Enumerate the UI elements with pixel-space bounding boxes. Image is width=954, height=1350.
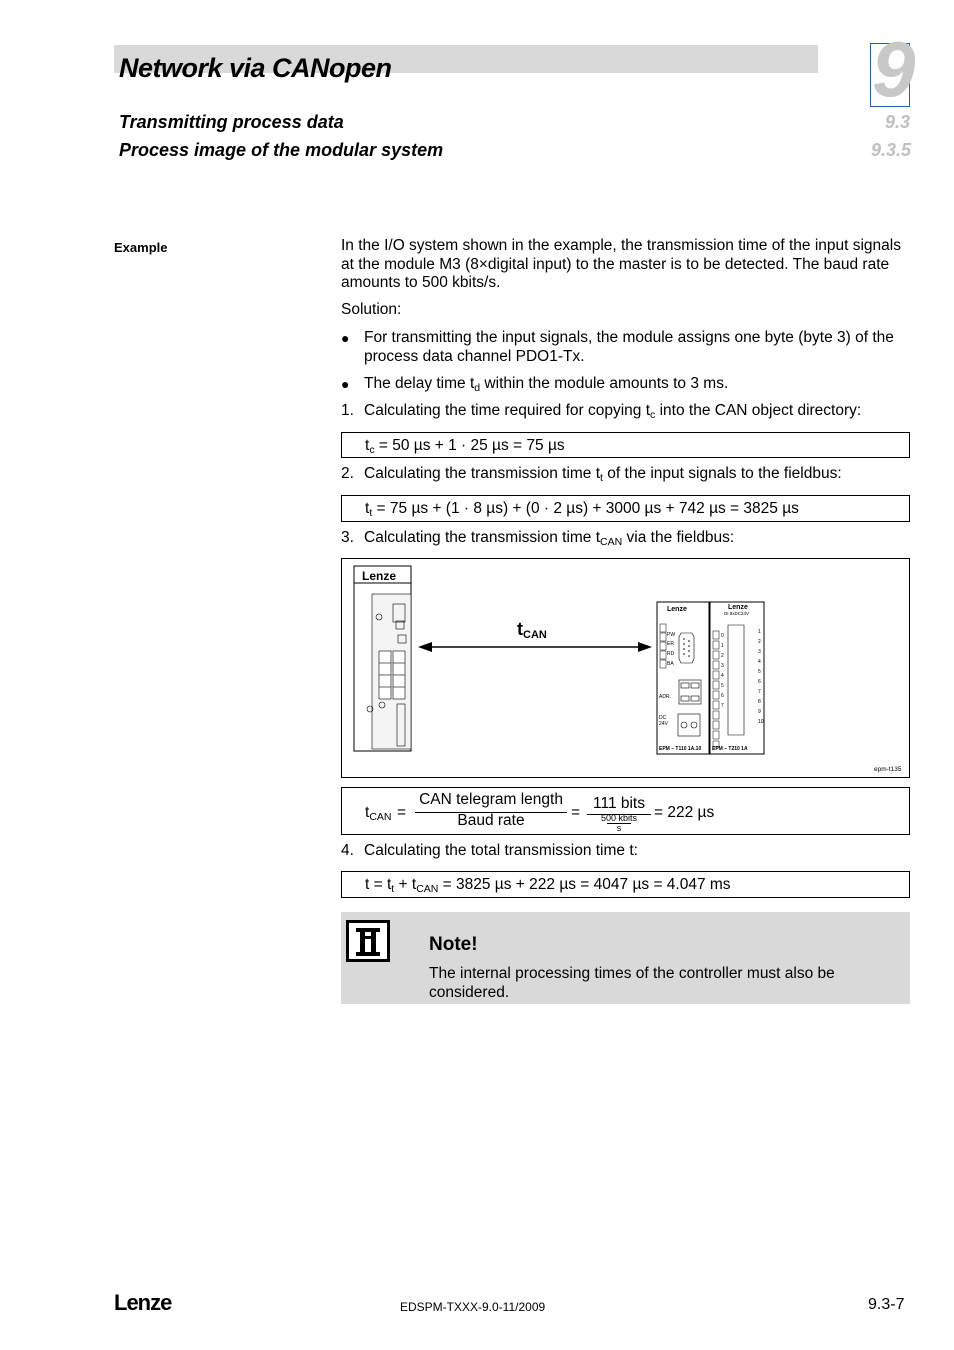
subsection-title: Process image of the modular system <box>119 140 444 160</box>
subsection-number: 9.3.5 <box>871 140 912 160</box>
fraction-1-numerator: CAN telegram length <box>419 791 563 808</box>
system-diagram <box>342 559 909 777</box>
led-label: PW <box>667 632 676 638</box>
pin-label-right: 6 <box>758 679 761 685</box>
pin-label-right: 7 <box>758 689 761 695</box>
formula-4: t = tt + tCAN = 3825 µs + 222 µs = 4047 µs = 4.047 ms <box>341 871 910 898</box>
dc-label: DC <box>659 715 667 721</box>
side-label: Example <box>114 240 168 255</box>
document-id: EDSPM-TXXX-9.0-11/2009 <box>400 1300 546 1314</box>
pin-label-right: 5 <box>758 669 761 675</box>
pin-label-left: 4 <box>721 673 724 679</box>
arrow-head-right <box>638 642 652 652</box>
bullet-1: For transmitting the input signals, the module assigns one byte (byte 3) of the process data channel PDO1-Tx. <box>364 329 894 365</box>
fraction-1-denominator: Baud rate <box>457 812 525 829</box>
step-1-text: Calculating the time required for copying tc into the CAN object directory: <box>364 402 862 421</box>
note-title: Note! <box>429 934 478 955</box>
solution-label: Solution: <box>341 301 402 318</box>
pin-label-left: 5 <box>721 683 724 689</box>
led-label: BA <box>667 661 674 667</box>
terminal-strip <box>728 625 744 735</box>
step-number: 3. <box>341 529 354 546</box>
pin-label-left: 1 <box>721 643 724 649</box>
step-number: 4. <box>341 842 354 859</box>
pin-label-left: 7 <box>721 703 724 709</box>
step-4-text: Calculating the total transmission time t: <box>364 842 638 859</box>
address-switches <box>679 680 701 704</box>
info-icon <box>346 920 390 962</box>
formula-3 <box>341 787 910 835</box>
pin-label-right: 1 <box>758 629 761 635</box>
intro-paragraph: In the I/O system shown in the example, the transmission time of the input signals at the module M3 (8×digital input) to the master is to be detected. The baud rate amounts to 500 kbits/s. <box>341 237 901 291</box>
formula-3-lhs: tCAN <box>365 804 392 823</box>
figure-frame <box>341 558 910 778</box>
pin-label-left: 0 <box>721 633 724 639</box>
page-title: Network via CANopen <box>119 53 392 83</box>
arrow-head-left <box>418 642 432 652</box>
note-box <box>341 912 910 1004</box>
pin-label-right: 2 <box>758 639 761 645</box>
step-3-text: Calculating the transmission time tCAN via the fieldbus: <box>364 529 735 548</box>
chapter-number: 9 <box>872 25 916 113</box>
pin-label-left: 3 <box>721 663 724 669</box>
module-2-logo: Lenze <box>728 604 748 611</box>
formula-3-eq: = <box>397 804 407 821</box>
step-number: 1. <box>341 402 354 419</box>
module-2-type: DI 8xDC24V <box>724 611 750 616</box>
note-text: The internal processing times of the controller must also be considered. <box>429 965 835 1001</box>
pin-label-right: 10 <box>758 719 764 725</box>
step-number: 2. <box>341 465 354 482</box>
sub-d-connector <box>679 633 694 663</box>
pin-label-right: 9 <box>758 709 761 715</box>
module-1-name: EPM – T110 1A.10 <box>659 746 702 752</box>
section-number: 9.3 <box>885 112 911 132</box>
led-label: ER <box>667 641 674 647</box>
pin-label-right: 3 <box>758 649 761 655</box>
adr-label: ADR. <box>659 694 671 700</box>
power-terminal <box>678 714 700 736</box>
formula-1: tc = 50 µs + 1 · 25 µs = 75 µs <box>341 432 910 458</box>
dc-label-2: 24V <box>659 721 668 727</box>
fraction-2-numerator: 111 bits <box>593 795 645 812</box>
module-2-name: EPM – T210 1A <box>712 746 748 752</box>
controller-logo: Lenze <box>362 569 397 583</box>
led-column <box>660 624 666 668</box>
led-label: RD <box>667 651 675 657</box>
bullet-dot: ● <box>341 376 350 392</box>
pin-label-right: 8 <box>758 699 761 705</box>
fraction-2-denominator: 500 kbits s <box>600 813 638 833</box>
tcan-label: tCAN <box>517 619 547 641</box>
section-title: Transmitting process data <box>119 112 344 132</box>
module-1-logo: Lenze <box>667 606 687 613</box>
page-number: 9.3-7 <box>868 1296 905 1313</box>
figure-caption: epm-t135 <box>874 766 902 773</box>
bullet-dot: ● <box>341 330 350 346</box>
pin-label-left: 2 <box>721 653 724 659</box>
step-2-text: Calculating the transmission time tt of the input signals to the fieldbus: <box>364 465 842 484</box>
pin-label-left: 6 <box>721 693 724 699</box>
pin-label-right: 4 <box>758 659 761 665</box>
formula-3-result: = 222 µs <box>654 804 715 821</box>
formula-3-eq-2: = <box>571 804 581 821</box>
bullet-2: The delay time td within the module amounts to 3 ms. <box>364 375 729 394</box>
formula-2: tt = 75 µs + (1 · 8 µs) + (0 · 2 µs) + 3000 µs + 742 µs = 3825 µs <box>341 495 910 522</box>
footer-logo: Lenze <box>114 1290 172 1315</box>
